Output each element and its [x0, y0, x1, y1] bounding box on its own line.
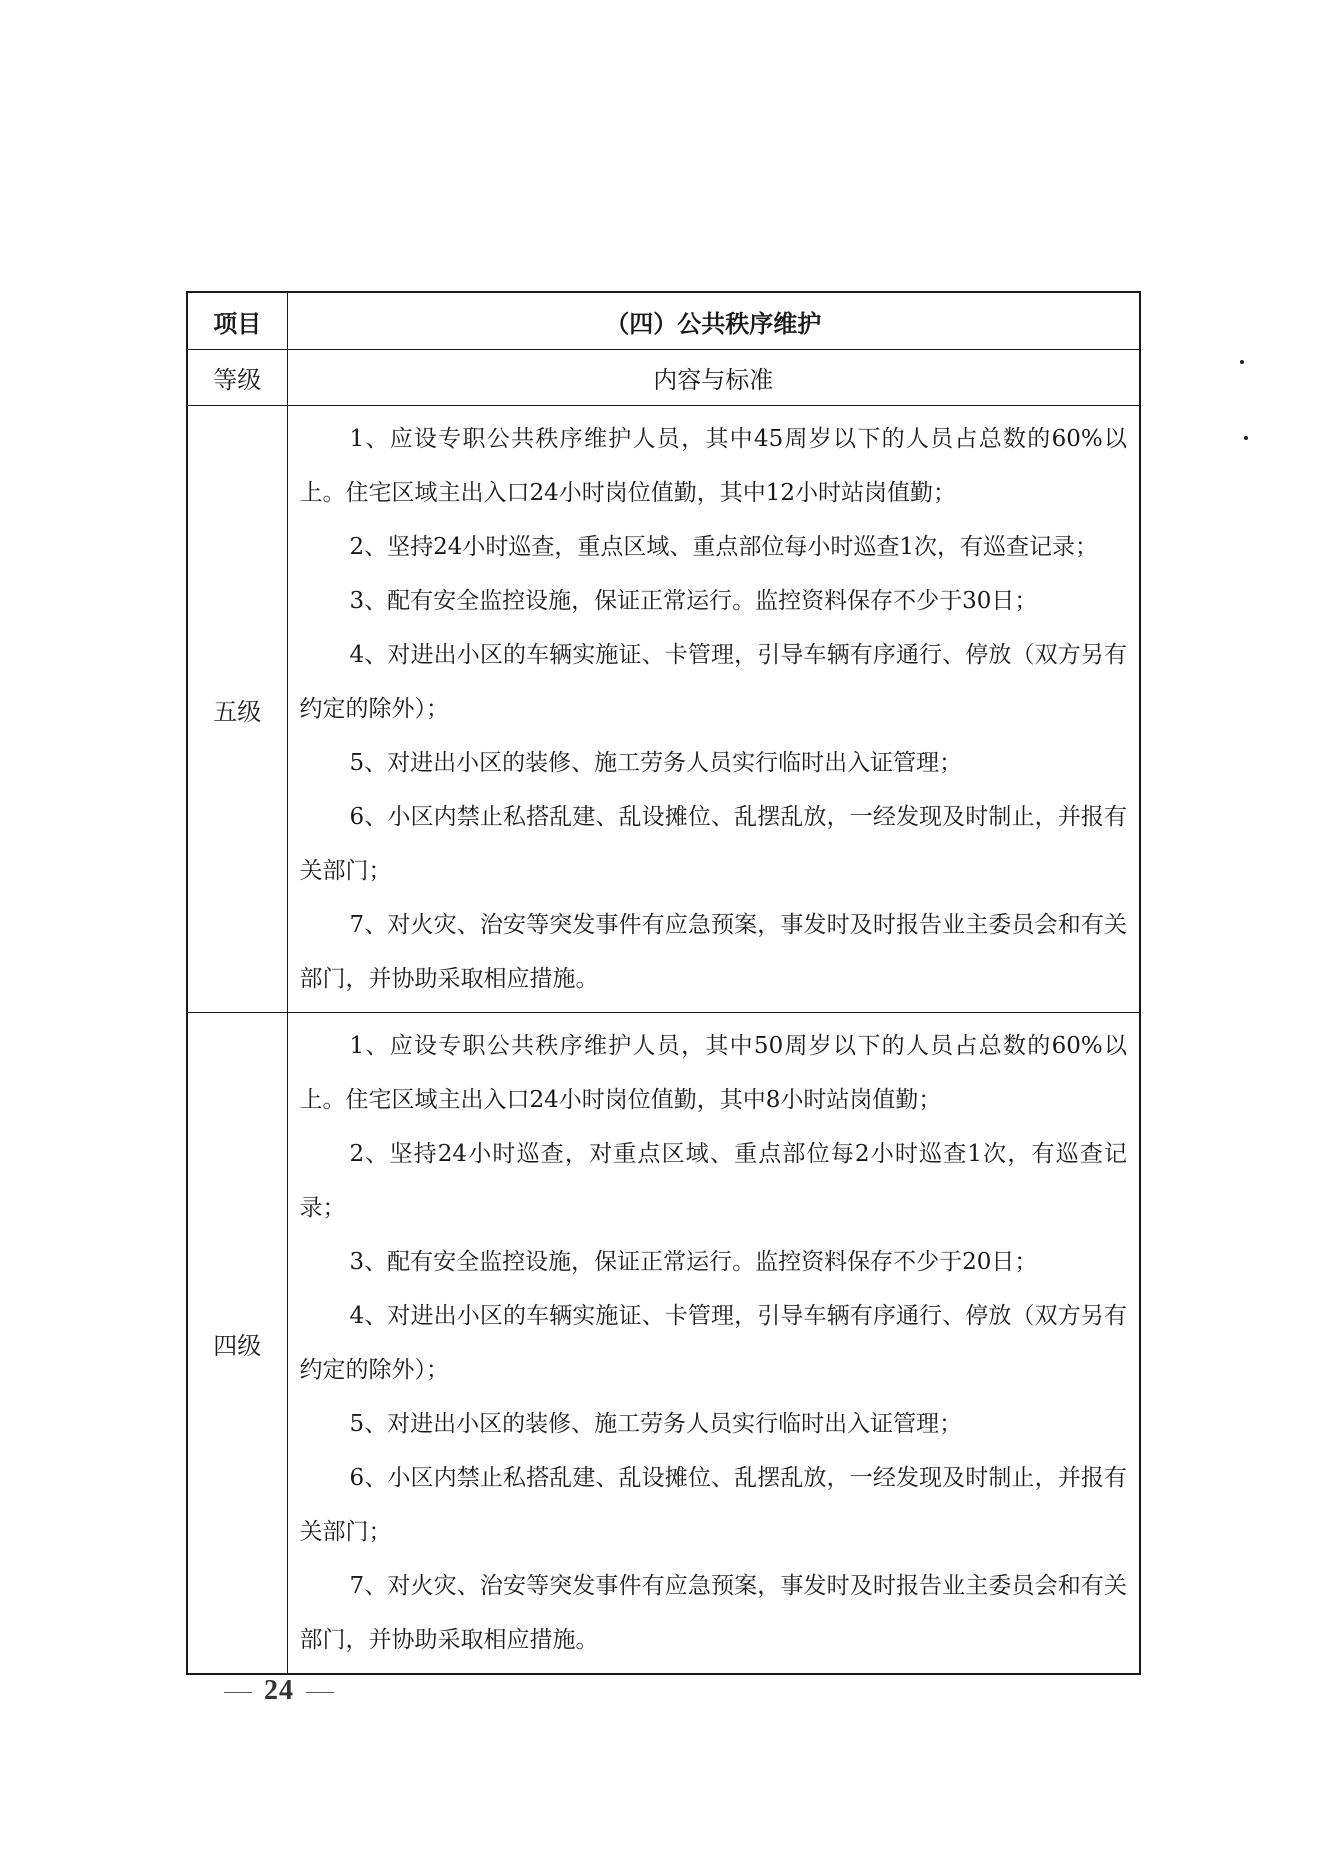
standard-item: 2、坚持24小时巡查，重点区域、重点部位每小时巡查1次，有巡查记录； [349, 534, 1099, 560]
footer-dash-left [224, 1692, 252, 1693]
scan-speck [1244, 436, 1248, 440]
scan-speck [1240, 360, 1244, 364]
header-title: （四）公共秩序维护 [287, 292, 1140, 350]
standard-item: 5、对进出小区的装修、施工劳务人员实行临时出入证管理； [349, 1411, 963, 1437]
standard-item: 1、应设专职公共秩序维护人员，其中45周岁以下的人员占总数的60%以上。住宅区域主出入口24小时岗位值勤，其中12小时站岗值勤； [299, 426, 1127, 506]
standard-item: 4、对进出小区的车辆实施证、卡管理，引导车辆有序通行、停放（双方另有约定的除外）； [299, 1303, 1127, 1383]
standard-item: 5、对进出小区的装修、施工劳务人员实行临时出入证管理； [349, 750, 963, 776]
standard-item: 7、对火灾、治安等突发事件有应急预案，事发时及时报告业主委员会和有关部门，并协助采取相应措施。 [299, 912, 1127, 992]
standard-item: 3、配有安全监控设施，保证正常运行。监控资料保存不少于20日； [349, 1249, 1038, 1275]
grade-label: 五级 [187, 406, 287, 1013]
standard-item: 4、对进出小区的车辆实施证、卡管理，引导车辆有序通行、停放（双方另有约定的除外）； [299, 642, 1127, 722]
page-number: 24 [264, 1675, 294, 1706]
standard-item: 7、对火灾、治安等突发事件有应急预案，事发时及时报告业主委员会和有关部门，并协助采取相应措施。 [299, 1573, 1127, 1653]
subheader-label: 等级 [187, 350, 287, 406]
standard-item: 6、小区内禁止私搭乱建、乱设摊位、乱摆乱放，一经发现及时制止，并报有关部门； [299, 804, 1127, 884]
grade-label: 四级 [187, 1013, 287, 1675]
table-row-grade-five [187, 406, 1140, 1013]
table-header-row [187, 292, 1140, 350]
standard-item: 2、坚持24小时巡查，对重点区域、重点部位每2小时巡查1次，有巡查记录； [299, 1141, 1127, 1221]
table-row-grade-four [187, 1013, 1140, 1675]
footer-dash-right [306, 1692, 334, 1693]
header-label: 项目 [187, 292, 287, 350]
service-standard-table [186, 291, 1141, 1675]
standard-content [287, 406, 1140, 1013]
table-subheader-row [187, 350, 1140, 406]
standard-item: 6、小区内禁止私搭乱建、乱设摊位、乱摆乱放，一经发现及时制止，并报有关部门； [299, 1465, 1127, 1545]
subheader-title: 内容与标准 [287, 350, 1140, 406]
standard-content [287, 1013, 1140, 1675]
page-footer [212, 1675, 346, 1707]
standard-item: 1、应设专职公共秩序维护人员，其中50周岁以下的人员占总数的60%以上。住宅区域主出入口24小时岗位值勤，其中8小时站岗值勤； [299, 1033, 1127, 1113]
standard-item: 3、配有安全监控设施，保证正常运行。监控资料保存不少于30日； [349, 588, 1038, 614]
